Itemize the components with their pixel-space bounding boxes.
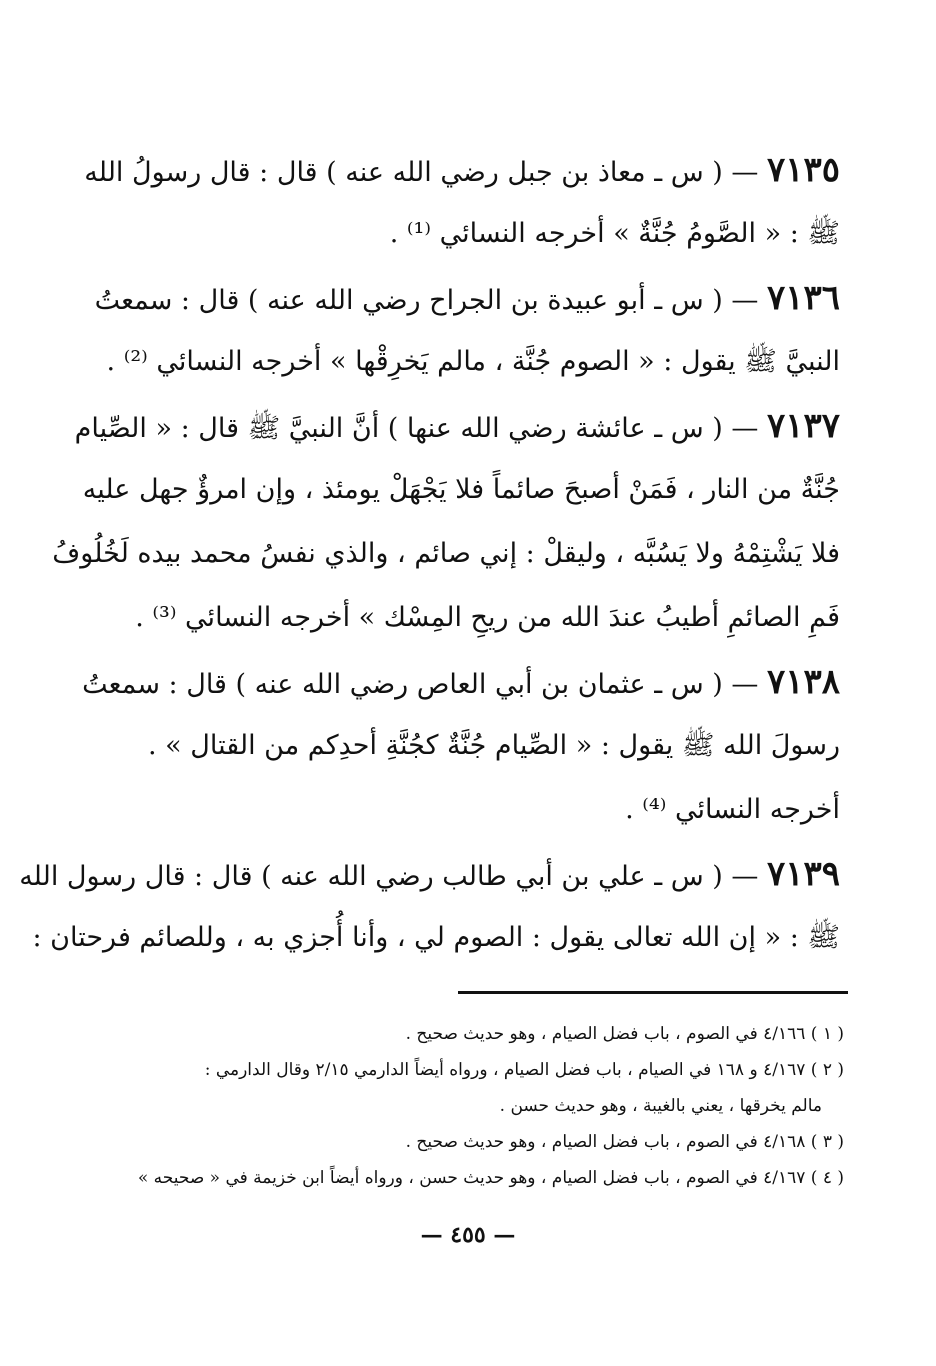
footnote-line: ( ٣ ) ٤/١٦٨ في الصوم ، باب فضل الصيام ، وهو حديث صحيح .: [405, 1132, 844, 1152]
hadith-text: فَمِ الصائمِ أطيبُ عندَ الله من ريحِ المِسْك » أخرجه النسائي ⁽³⁾ .: [135, 602, 840, 633]
hadith-first-line: [19, 842, 840, 906]
footnotes: [100, 1016, 844, 1196]
hadith-text: فلا يَشْتِمْهُ ولا يَسُبَّه ، وليقلْ : إني صائم ، والذي نفسُ محمد بيده لَخُلُوفُ: [52, 538, 840, 569]
main-text: [19, 138, 840, 970]
hadith-first-line: [94, 266, 840, 330]
hadith-text: — ( س ـ معاذ بن جبل رضي الله عنه ) قال : قال رسولُ الله: [84, 157, 759, 188]
hadith-line: [110, 714, 840, 778]
hadith-first-line: [74, 394, 840, 458]
hadith-text: — ( س ـ أبو عبيدة بن الجراح رضي الله عنه ) قال : سمعتُ: [94, 285, 759, 316]
hadith-number: ٧١٣٥: [766, 150, 840, 190]
hadith-line: [106, 330, 840, 394]
hadith-line: [110, 778, 840, 842]
hadith-text: ﷺ : « الصَّومُ جُنَّةٌ » أخرجه النسائي ⁽¹⁾ .: [389, 218, 840, 249]
hadith-text: ﷺ : « إن الله تعالى يقول : الصوم لي ، وأنا أُجزي به ، وللصائم فرحتان :: [32, 922, 840, 953]
hadith-text: — ( س ـ عثمان بن أبي العاص رضي الله عنه ) قال : سمعتُ: [82, 669, 759, 700]
hadith-line: [110, 202, 840, 266]
hadith-text: — ( س ـ عائشة رضي الله عنها ) أنَّ النبيَّ ﷺ قال : « الصِّيام: [74, 413, 759, 444]
footnote-line: مالم يخرقها ، يعني بالغيبة ، وهو حديث حسن .: [499, 1096, 822, 1116]
footnote-line: ( ١ ) ٤/١٦٦ في الصوم ، باب فضل الصيام ، وهو حديث صحيح .: [405, 1024, 844, 1044]
footnote-separator: [458, 991, 848, 994]
hadith-text: رسولَ الله ﷺ يقول : « الصِّيام جُنَّةٌ كجُنَّةِ أحدِكم من القتال » .: [147, 730, 840, 761]
hadith-text: النبيَّ ﷺ يقول : « الصوم جُنَّة ، مالم يَخرِقْها » أخرجه النسائي ⁽²⁾ .: [106, 346, 840, 377]
footnote-line: ( ٢ ) ٤/١٦٧ و ١٦٨ في الصيام ، باب فضل الصيام ، ورواه أيضاً الدارمي ٢/١٥ وقال الدارمي :: [204, 1060, 844, 1080]
page-number: — ٤٥٥ —: [420, 1222, 516, 1248]
footnote-line: ( ٤ ) ٤/١٦٧ في الصوم ، باب فضل الصيام ، وهو حديث حسن ، ورواه أيضاً ابن خزيمة في « صحيحه »: [137, 1168, 844, 1188]
hadith-text: جُنَّةٌ من النار ، فَمَنْ أصبحَ صائماً فلا يَجْهَلْ يومئذ ، وإن امرؤٌ جهل عليه: [82, 474, 840, 505]
hadith-number: ٧١٣٨: [766, 662, 840, 702]
hadith-line: [82, 458, 840, 522]
hadith-line: [52, 522, 840, 586]
hadith-first-line: [84, 138, 840, 202]
hadith-line: [32, 906, 840, 970]
hadith-text: — ( س ـ علي بن أبي طالب رضي الله عنه ) قال : قال رسول الله: [19, 861, 759, 892]
hadith-number: ٧١٣٧: [766, 406, 840, 446]
hadith-number: ٧١٣٦: [766, 278, 840, 318]
hadith-line: [110, 586, 840, 650]
hadith-text: أخرجه النسائي ⁽⁴⁾ .: [625, 794, 840, 825]
hadith-first-line: [82, 650, 840, 714]
hadith-number: ٧١٣٩: [766, 854, 840, 894]
